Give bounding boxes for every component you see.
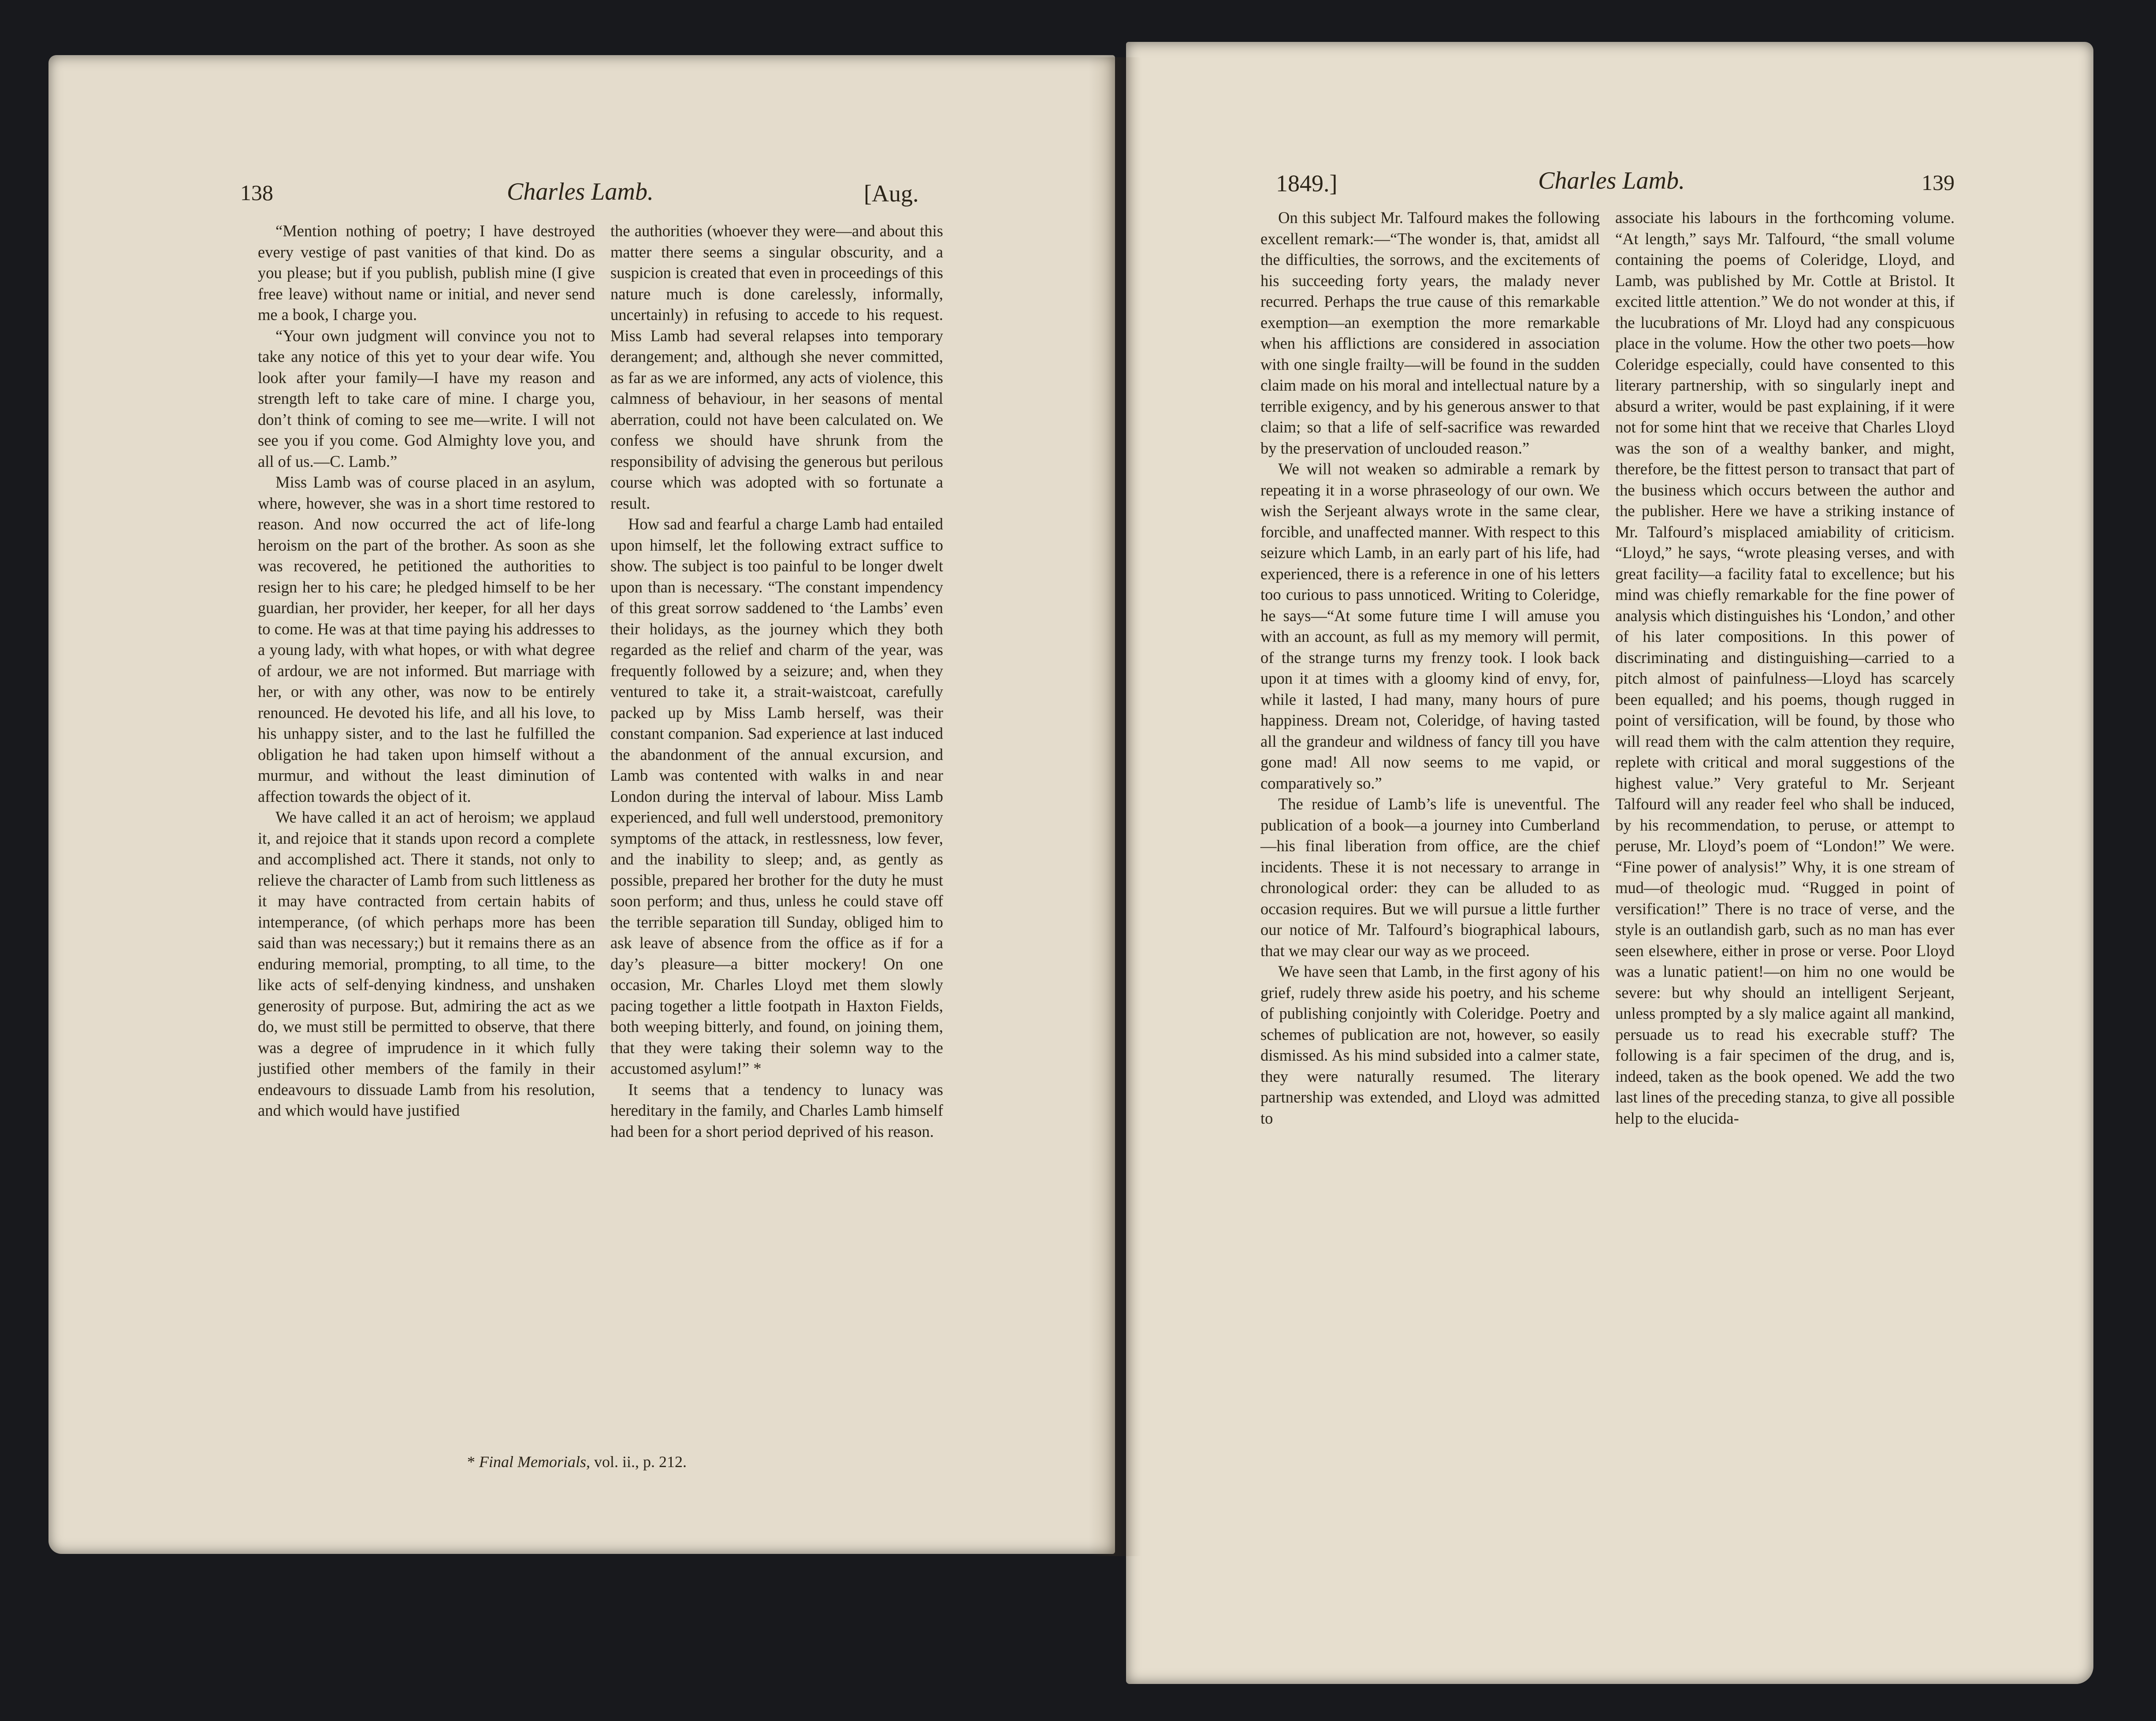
left-page-column-2	[610, 220, 943, 1142]
page-number-left: 138	[240, 180, 273, 205]
right-page-column-1	[1260, 207, 1600, 1129]
running-title-left: Charles Lamb.	[507, 178, 654, 205]
paragraph: associate his labours in the forthcoming volume. “At length,” says Mr. Talfourd, “the small volume containing the poems of Coleridge, Lloyd, and Lamb, was published by Mr. Cottle at Bristol. It excited little attention.” We do not wonder at this, if the lucubrations of Mr. Lloyd had any conspicuous place in the volume. How the other two poets—how Coleridge especially, could have consented to this literary partnership, with so singularly inept and absurd a writer, would be past explaining, if it were not for some hint that we receive that Charles Lloyd was the son of a wealthy banker, and might, therefore, be the fittest person to transact that part of the business which occurs between the author and the publisher. Here we have a striking instance of Mr. Talfourd’s misplaced amiability of criticism. “Lloyd,” he says, “wrote pleasing verses, and with great facility—a facility fatal to excellence; but his mind was chiefly remarkable for the fine power of analysis which distinguishes his ‘London,’ and other of his later compositions. In this power of discriminating and distinguishing—carried to a pitch almost of painfulness—Lloyd has scarcely been equalled; and his poems, though rugged in point of versification, will be found, by those who will read them with the calm attention they require, replete with critical and moral suggestions of the highest value.” Very grateful to Mr. Serjeant Talfourd will any reader feel who shall be induced, by his recommendation, to peruse, or attempt to peruse, Mr. Lloyd’s poem of “London!” We were. “Fine power of analysis!” Why, it is one stream of mud—of theologic mud. “Rugged in point of versification!” There is no trace of verse, and the style is an outlandish garb, such as no man has ever seen elsewhere, either in prose or verse. Poor Lloyd was a lunatic patient!—on him no one would be severe: but why should an intelligent Serjeant, unless prompted by a sly malice againt all mankind, persuade us to read his execrable stuff? The following is a fair specimen of the drug, and is, indeed, taken as the book opened. We add the two last lines of the preceding stanza, to give all possible help to the elucida-	[1615, 209, 1955, 1127]
paragraph: We will not weaken so admirable a remark by repeating it in a worse phraseology of our own. We wish the Serjeant always wrote in the same clear, forcible, and unaffected manner. With respect to this seizure which Lamb, in an early part of his life, had experienced, there is a reference in one of his letters too curious to pass unnoticed. Writing to Coleridge, he says—“At some future time I will amuse you with an account, as full as my memory will permit, of the strange turns my frenzy took. I look back upon it at times with a gloomy kind of envy, for, while it lasted, I had many, many hours of pure happiness. Dream not, Coleridge, of having tasted all the grandeur and wildness of fancy till you have gone mad! All now seems to me vapid, or comparatively so.”	[1260, 460, 1600, 792]
book-gutter	[1089, 57, 1141, 1556]
paragraph: On this subject Mr. Talfourd makes the following excellent remark:—“The wonder is, that, amidst all the difficulties, the sorrows, and the excitements of his succeeding forty years, the malady never recurred. Perhaps the true cause of this remarkable exemption—an exemption the more remarkable when his afflictions are considered in association with one single frailty—will be found in the sudden claim made on his moral and intellectual nature by a terrible exigency, and by his generous answer to that claim; so that a life of self-sacrifice was rewarded by the preservation of unclouded reason.”	[1260, 209, 1600, 457]
paragraph: Miss Lamb was of course placed in an asylum, where, however, she was in a short time restored to reason. And now occurred the act of life-long heroism on the part of the brother. As soon as she was recovered, he petitioned the authorities to resign her to his care; he pledged himself to be her guardian, her provider, her keeper, for all her days to come. He was at that time paying his addresses to a young lady, with what hopes, or with what degree of ardour, we are not informed. But marriage with her, or with any other, was now to be entirely renounced. He devoted his life, and all his love, to his unhappy sister, and to the last he fulfilled the obligation he had taken upon himself without a murmur, and without the least diminution of affection towards the object of it.	[258, 473, 595, 805]
paragraph: How sad and fearful a charge Lamb had entailed upon himself, let the following extract suffice to show. The subject is too painful to be longer dwelt upon than is necessary. “The constant impendency of this great sorrow saddened to ‘the Lambs’ even their holidays, as the journey which they both regarded as the relief and charm of the year, was frequently followed by a seizure; and, when they ventured to take it, a strait-waistcoat, carefully packed up by Miss Lamb herself, was their constant companion. Sad experience at last induced the abandonment of the annual excursion, and Lamb was contented with walks in and near London during the interval of labour. Miss Lamb experienced, and full well understood, premonitory symptoms of the attack, in restlessness, low fever, and the inability to sleep; and, as gently as possible, prepared her brother for the duty he must soon perform; and thus, unless he could stave off the terrible separation till Sunday, obliged him to ask leave of absence from the office as if for a day’s pleasure—a bitter mockery! On one occasion, Mr. Charles Lloyd met them slowly pacing together a little footpath in Haxton Fields, both weeping bitterly, and found, on joining them, that they were taking their solemn way to the accustomed asylum!” *	[610, 515, 943, 1077]
footnote-marker: *	[467, 1453, 475, 1471]
paragraph: “Your own judgment will convince you not to take any notice of this yet to your dear wife. You look after your family—I have my reason and strength left to take care of mine. I charge you, don’t think of coming to see me—write. I will not see you if you come. God Almighty love you, and all of us.—C. Lamb.”	[258, 326, 595, 470]
paragraph: It seems that a tendency to lunacy was hereditary in the family, and Charles Lamb himself had been for a short period deprived of his reason.	[610, 1080, 943, 1140]
right-page-column-2	[1615, 207, 1955, 1129]
page-number-right: 139	[1922, 170, 1955, 195]
paragraph: the authorities (whoever they were—and about this matter there seems a singular obscurity, and a suspicion is created that even in proceedings of this nature much is done carelessly, informally, uncertainly) in refusing to accede to his request. Miss Lamb had several relapses into temporary derangement; and, although she never committed, as far as we are informed, any acts of violence, this calmness of behaviour, in her seasons of mental aberration, could not have been calculated on. We confess we should have shrunk from the responsibility of advising the generous but perilous course which was adopted with so fortunate a result.	[610, 222, 943, 512]
paragraph: We have called it an act of heroism; we applaud it, and rejoice that it stands upon record a complete and accomplished act. There it stands, not only to relieve the character of Lamb from such littleness as it may have contracted from certain habits of intemperance, (of which perhaps more has been said than was necessary;) but it remains there as an enduring memorial, prompting, to all time, to the like acts of self-denying kindness, and unshaken generosity of purpose. But, admiring the act as we do, we must still be permitted to observe, that there was a degree of imprudence in it which fully justified other members of the family in their endeavours to dissuade Lamb from his resolution, and which would have justified	[258, 808, 595, 1119]
paragraph: The residue of Lamb’s life is uneventful. The publication of a book—a journey into Cumberland—his final liberation from office, are the chief incidents. These it is not necessary to arrange in chronological order: they can be alluded to as occasion requires. But we will pursue a little further our notice of Mr. Talfourd’s biographical labours, that we may clear our way as we proceed.	[1260, 795, 1600, 960]
running-title-right: Charles Lamb.	[1538, 167, 1685, 194]
footnote-reference: vol. ii., p. 212.	[594, 1453, 687, 1471]
running-date-right: 1849.]	[1276, 170, 1338, 197]
footnote	[467, 1453, 687, 1471]
footnote-title: Final Memorials,	[479, 1453, 590, 1471]
paragraph: We have seen that Lamb, in the first agony of his grief, rudely threw aside his poetry, and his scheme of publishing conjointly with Coleridge. Poetry and schemes of publication are not, however, so easily dismissed. As his mind subsided into a calmer state, they were naturally resumed. The literary partnership was extended, and Lloyd was admitted to	[1260, 962, 1600, 1127]
paragraph: “Mention nothing of poetry; I have destroyed every vestige of past vanities of that kind. Do as you please; but if you publish, publish mine (I give free leave) without name or initial, and never send me a book, I charge you.	[258, 222, 595, 324]
running-date-left: [Aug.	[864, 180, 919, 207]
left-page-column-1	[258, 220, 595, 1121]
